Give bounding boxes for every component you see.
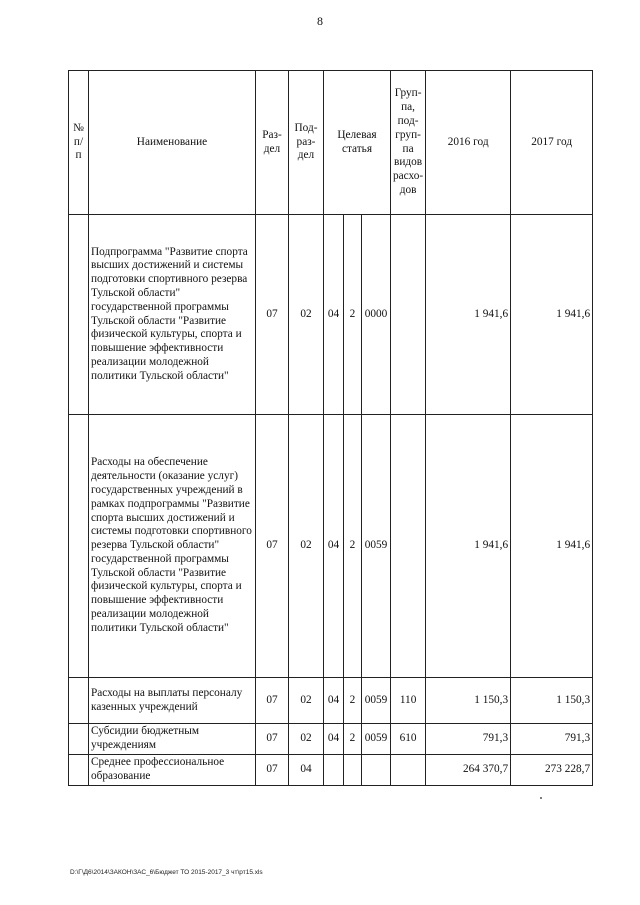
row-razdel: 07 — [256, 215, 289, 415]
header-gruppa-vidov: Груп-па, под-груп-па видов расхо-дов — [391, 71, 426, 215]
row-amount-2016: 264 370,7 — [426, 755, 511, 786]
row-amount-2017: 791,3 — [511, 724, 593, 755]
row-tselevaya-part2: 2 — [344, 215, 362, 415]
row-tselevaya-part3: 0059 — [362, 415, 391, 678]
row-amount-2017: 1 941,6 — [511, 415, 593, 678]
row-amount-2016: 791,3 — [426, 724, 511, 755]
header-razdel: Раз-дел — [256, 71, 289, 215]
row-amount-2017: 273 228,7 — [511, 755, 593, 786]
row-amount-2016: 1 150,3 — [426, 678, 511, 724]
table-row — [69, 215, 593, 415]
table-row — [69, 415, 593, 678]
row-podrazdel: 02 — [289, 415, 324, 678]
footer-file-path: D:\Г\Д6\2014\ЗАКОН\ЗАС_6\Бюджет ТО 2015-2017_3 чт\рт15.xls — [70, 869, 263, 876]
row-num — [69, 678, 89, 724]
row-name: Подпрограмма "Развитие спорта высших достижений и системы подготовки спортивного резерва Тульской области" государственной программы Тульской области "Развитие физической культуры, спорта и повышение эффективности реализации молодежной политики Тульской области" — [89, 215, 256, 415]
row-amount-2017: 1 150,3 — [511, 678, 593, 724]
row-tselevaya-part3: 0059 — [362, 724, 391, 755]
header-2017: 2017 год — [511, 71, 593, 215]
row-vid-raskhodov — [391, 755, 426, 786]
header-name: Наименование — [89, 71, 256, 215]
row-vid-raskhodov — [391, 415, 426, 678]
row-vid-raskhodov — [391, 215, 426, 415]
row-tselevaya-part2: 2 — [344, 678, 362, 724]
row-num — [69, 724, 89, 755]
header-tselevaya-statya: Целевая статья — [324, 71, 391, 215]
row-razdel: 07 — [256, 724, 289, 755]
row-tselevaya-part3: 0059 — [362, 678, 391, 724]
row-podrazdel: 04 — [289, 755, 324, 786]
header-row — [69, 71, 593, 215]
page-number: 8 — [317, 14, 323, 28]
row-num — [69, 215, 89, 415]
row-tselevaya-part3 — [362, 755, 391, 786]
row-num — [69, 755, 89, 786]
row-podrazdel: 02 — [289, 215, 324, 415]
row-num — [69, 415, 89, 678]
row-razdel: 07 — [256, 415, 289, 678]
row-vid-raskhodov: 110 — [391, 678, 426, 724]
row-amount-2016: 1 941,6 — [426, 415, 511, 678]
row-podrazdel: 02 — [289, 678, 324, 724]
table-row — [69, 678, 593, 724]
table-row — [69, 755, 593, 786]
row-tselevaya-part2 — [344, 755, 362, 786]
scan-speck — [540, 797, 542, 799]
row-name: Расходы на обеспечение деятельности (оказание услуг) государственных учреждений в рамках подпрограммы "Развитие спорта высших достижений и системы подготовки спортивного резерва Тульской области" государственной программы Тульской области "Развитие физической культуры, спорта и повышение эффективности реализации молодежной политики Тульской области" — [89, 415, 256, 678]
row-name: Расходы на выплаты персоналу казенных учреждений — [89, 678, 256, 724]
row-tselevaya-part1: 04 — [324, 678, 344, 724]
row-tselevaya-part1: 04 — [324, 215, 344, 415]
row-tselevaya-part2: 2 — [344, 724, 362, 755]
budget-table — [68, 70, 593, 786]
row-razdel: 07 — [256, 678, 289, 724]
table-row — [69, 724, 593, 755]
row-tselevaya-part1 — [324, 755, 344, 786]
row-tselevaya-part2: 2 — [344, 415, 362, 678]
header-num: № п/п — [69, 71, 89, 215]
row-amount-2017: 1 941,6 — [511, 215, 593, 415]
row-vid-raskhodov: 610 — [391, 724, 426, 755]
row-tselevaya-part3: 0000 — [362, 215, 391, 415]
header-podrazdel: Под-раз-дел — [289, 71, 324, 215]
row-podrazdel: 02 — [289, 724, 324, 755]
row-amount-2016: 1 941,6 — [426, 215, 511, 415]
row-name: Субсидии бюджетным учреждениям — [89, 724, 256, 755]
row-tselevaya-part1: 04 — [324, 724, 344, 755]
header-2016: 2016 год — [426, 71, 511, 215]
row-razdel: 07 — [256, 755, 289, 786]
row-tselevaya-part1: 04 — [324, 415, 344, 678]
row-name: Среднее профессиональное образование — [89, 755, 256, 786]
